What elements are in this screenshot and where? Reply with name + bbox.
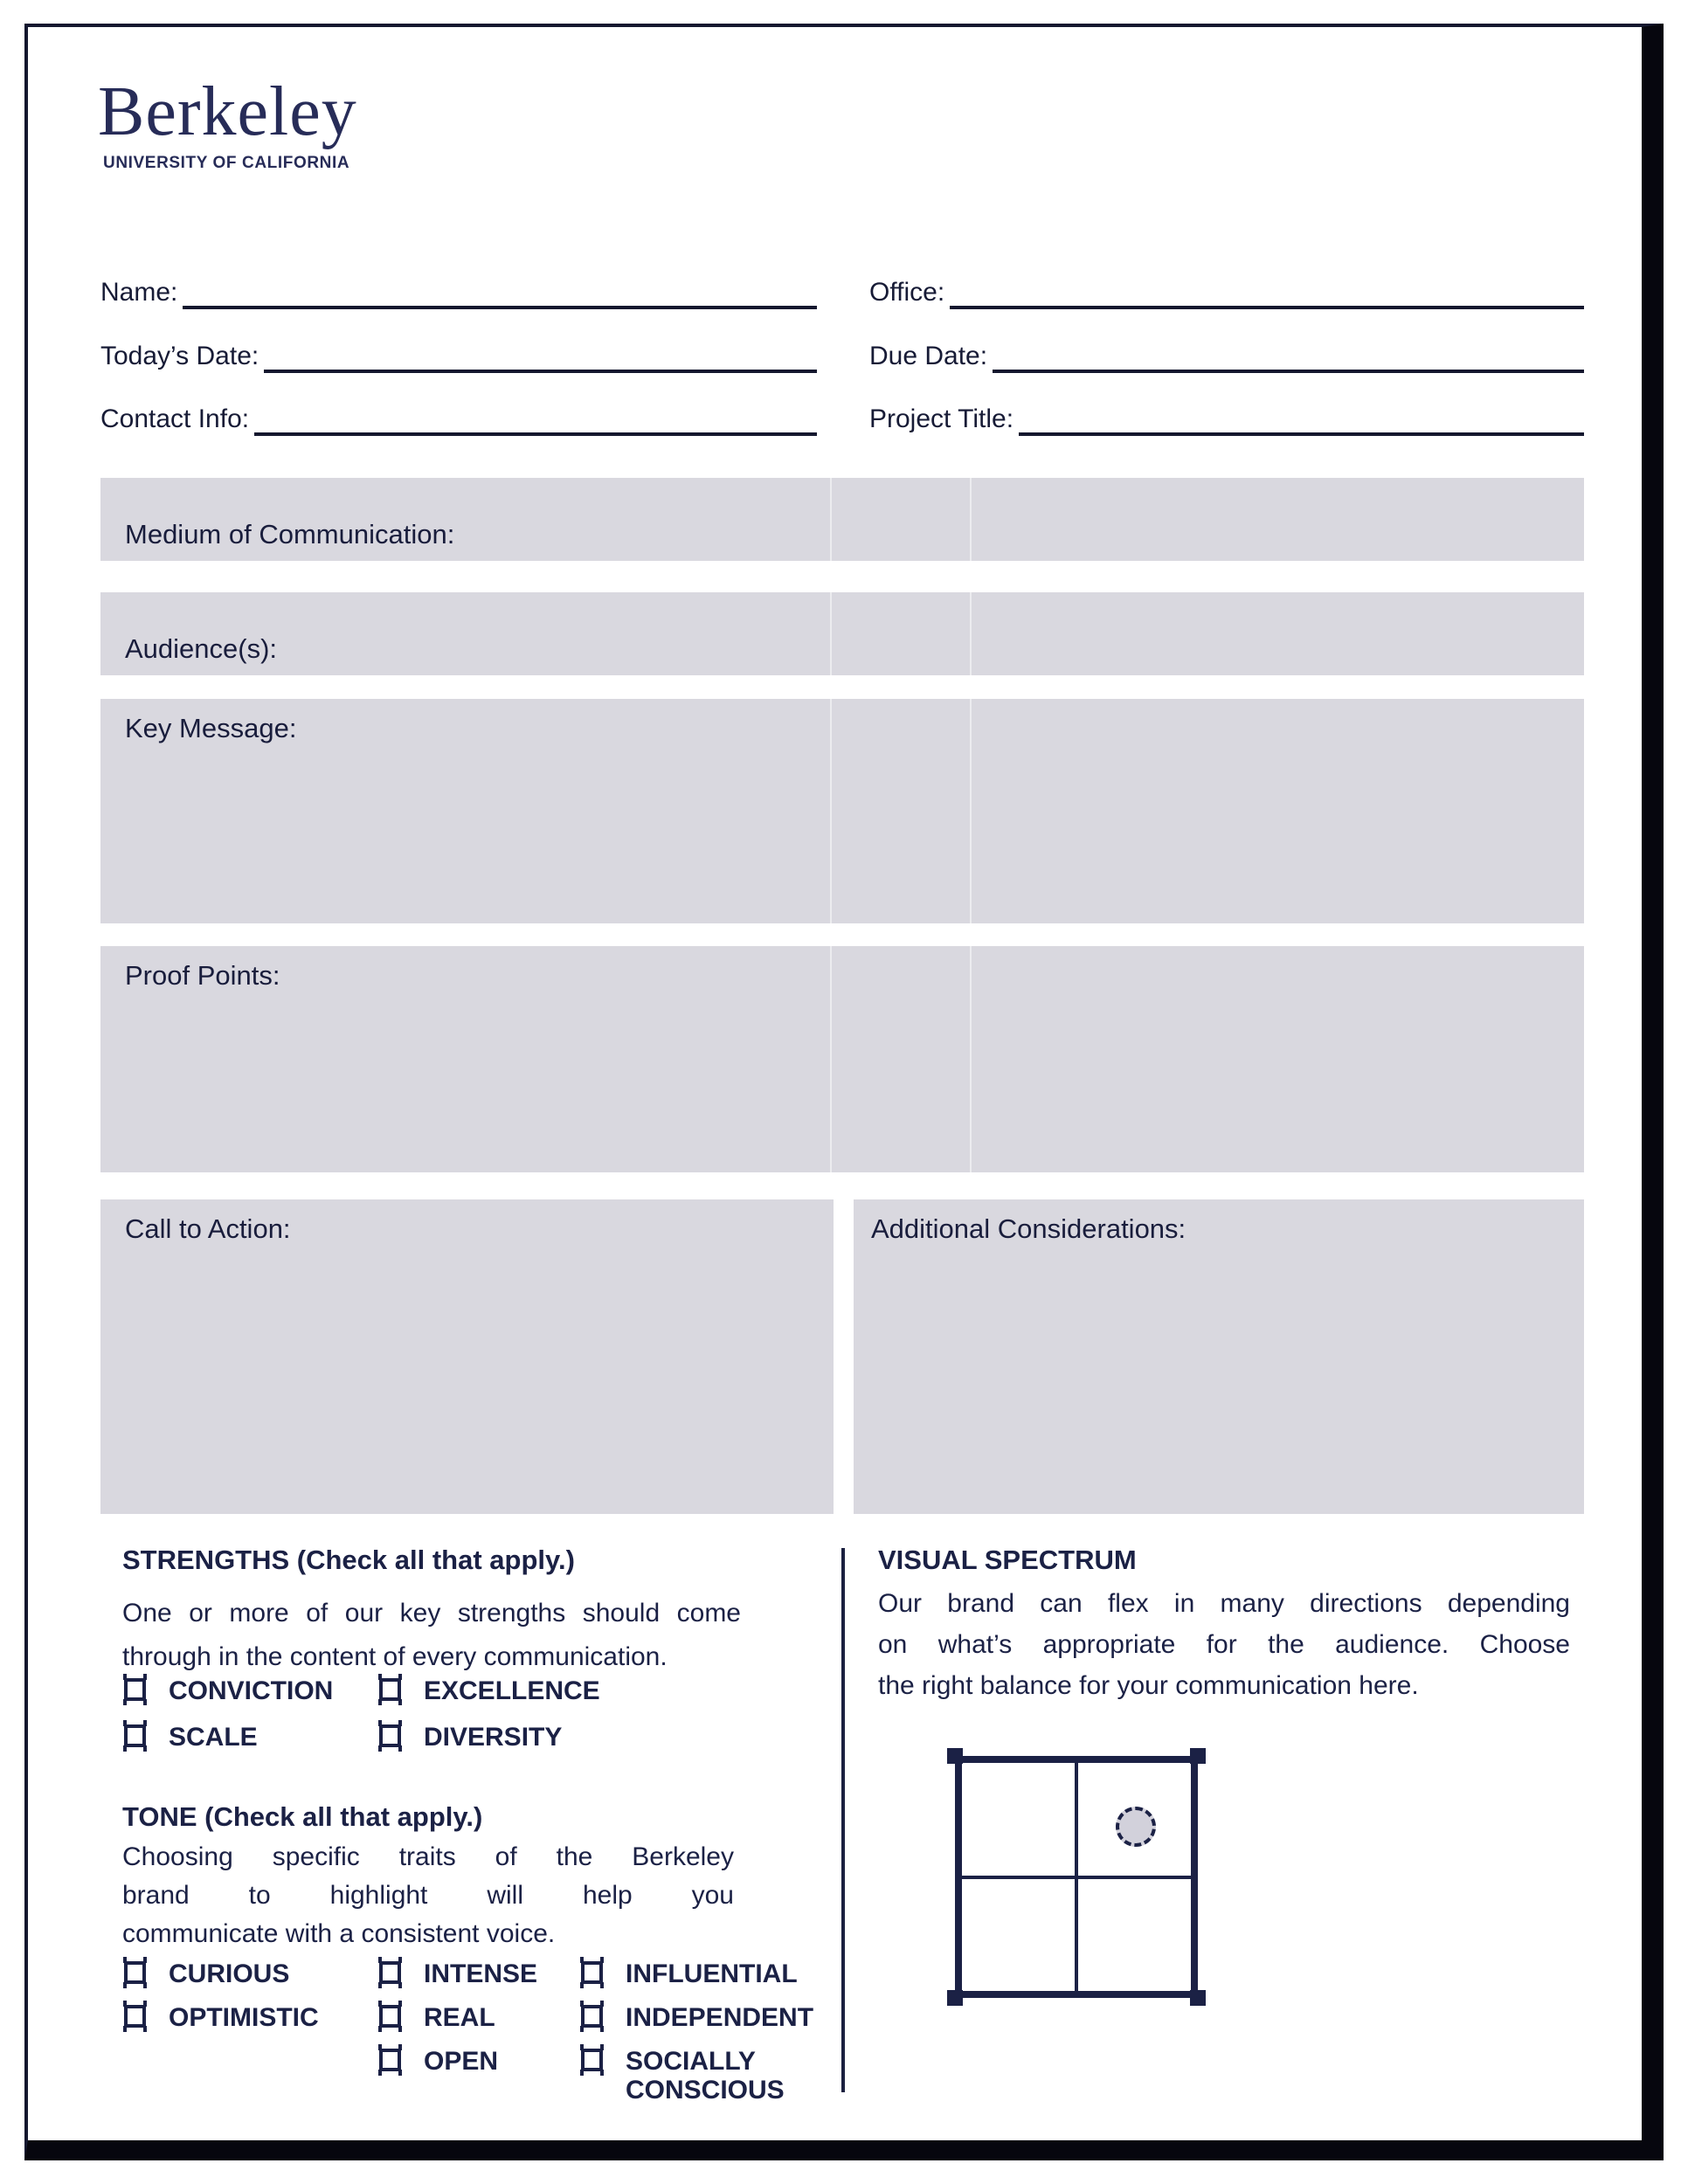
panel-column-divider bbox=[970, 592, 972, 675]
checkbox-icon[interactable] bbox=[124, 1724, 146, 1747]
office-label: Office: bbox=[869, 278, 945, 307]
checkbox-icon[interactable] bbox=[379, 2049, 401, 2071]
field-row-due-date bbox=[869, 331, 1584, 373]
checkbox-option[interactable] bbox=[581, 1957, 832, 1988]
visual-spectrum-grid[interactable] bbox=[955, 1756, 1198, 1998]
checkbox-label: OPTIMISTIC bbox=[169, 2003, 319, 2032]
checkbox-option[interactable] bbox=[581, 2001, 832, 2032]
berkeley-tagline: UNIVERSITY OF CALIFORNIA bbox=[103, 154, 350, 172]
text-line: communicate with a consistent voice. bbox=[122, 1919, 556, 1948]
checkbox-icon[interactable] bbox=[124, 1961, 146, 1984]
additional-considerations-box[interactable] bbox=[854, 1199, 1584, 1514]
medium-of-communication-box[interactable] bbox=[100, 478, 1584, 561]
text-line: the right balance for your communication here. bbox=[878, 1671, 1419, 1700]
strengths-heading: STRENGTHS (Check all that apply.) bbox=[122, 1545, 575, 1575]
field-row-name bbox=[100, 267, 817, 309]
checkbox-label: OPEN bbox=[424, 2047, 499, 2076]
berkeley-logo bbox=[98, 73, 357, 173]
tone-description bbox=[122, 1838, 734, 1953]
checkbox-icon[interactable] bbox=[379, 1961, 401, 1984]
checkbox-label: SCALE bbox=[169, 1723, 258, 1752]
grid-corner-mark bbox=[1190, 1990, 1206, 2006]
berkeley-wordmark: Berkeley bbox=[98, 73, 357, 150]
call-to-action-label: Call to Action: bbox=[125, 1213, 291, 1244]
panel-column-divider bbox=[830, 592, 832, 675]
panel-column-divider bbox=[970, 699, 972, 923]
checkbox-option[interactable] bbox=[124, 1720, 379, 1752]
text-line: through in the content of every communication. bbox=[122, 1642, 668, 1671]
text-line: on what’s appropriate for the audience. Choose bbox=[878, 1630, 1570, 1659]
checkbox-option[interactable] bbox=[379, 1720, 736, 1752]
checkbox-option[interactable] bbox=[124, 2001, 379, 2032]
checkbox-option[interactable] bbox=[124, 1957, 379, 1988]
name-label: Name: bbox=[100, 278, 178, 307]
checkbox-option[interactable] bbox=[379, 2001, 581, 2032]
checkbox-icon[interactable] bbox=[379, 1724, 401, 1747]
checkbox-icon[interactable] bbox=[581, 2049, 603, 2071]
checkbox-option[interactable] bbox=[379, 1674, 736, 1705]
panel-column-divider bbox=[970, 478, 972, 561]
checkbox-option[interactable] bbox=[581, 2044, 832, 2105]
contact-info-label: Contact Info: bbox=[100, 404, 250, 433]
checkbox-label: CURIOUS bbox=[169, 1959, 290, 1988]
checkbox-option[interactable] bbox=[124, 1674, 379, 1705]
checkbox-icon[interactable] bbox=[124, 2005, 146, 2028]
audiences-label: Audience(s): bbox=[125, 633, 278, 664]
checkbox-option[interactable] bbox=[379, 2044, 581, 2076]
key-message-box[interactable] bbox=[100, 699, 1584, 923]
panel-column-divider bbox=[830, 478, 832, 561]
visual-spectrum-description bbox=[878, 1583, 1570, 1706]
strengths-options bbox=[124, 1674, 736, 1752]
due-date-input-line[interactable] bbox=[993, 328, 1584, 373]
additional-considerations-label: Additional Considerations: bbox=[871, 1213, 1186, 1244]
due-date-label: Due Date: bbox=[869, 342, 988, 370]
field-row-project-title bbox=[869, 394, 1584, 436]
proof-points-label: Proof Points: bbox=[125, 960, 280, 991]
panel-column-divider bbox=[970, 946, 972, 1172]
checkbox-label: SOCIALLY CONSCIOUS bbox=[626, 2047, 785, 2105]
section-divider bbox=[841, 1548, 845, 2092]
checkbox-label: DIVERSITY bbox=[424, 1723, 563, 1752]
checkbox-icon[interactable] bbox=[124, 1678, 146, 1701]
todays-date-input-line[interactable] bbox=[264, 328, 817, 373]
checkbox-icon[interactable] bbox=[379, 1678, 401, 1701]
grid-corner-mark bbox=[947, 1748, 963, 1764]
checkbox-icon[interactable] bbox=[379, 2005, 401, 2028]
checkbox-label: EXCELLENCE bbox=[424, 1676, 600, 1705]
checkbox-label: INFLUENTIAL bbox=[626, 1959, 798, 1988]
name-input-line[interactable] bbox=[183, 264, 817, 309]
grid-corner-mark bbox=[1190, 1748, 1206, 1764]
project-title-label: Project Title: bbox=[869, 404, 1014, 433]
field-row-office bbox=[869, 267, 1584, 309]
checkbox-option[interactable] bbox=[379, 1957, 581, 1988]
strengths-description bbox=[122, 1592, 741, 1679]
text-line: brand to highlight will help you bbox=[122, 1881, 734, 1910]
text-line: Our brand can flex in many directions depending bbox=[878, 1589, 1570, 1618]
spectrum-marker[interactable] bbox=[1116, 1807, 1156, 1847]
checkbox-label: INTENSE bbox=[424, 1959, 538, 1988]
checkbox-icon[interactable] bbox=[581, 1961, 603, 1984]
grid-corner-mark bbox=[947, 1990, 963, 2006]
tone-heading: TONE (Check all that apply.) bbox=[122, 1801, 483, 1832]
project-title-input-line[interactable] bbox=[1019, 390, 1584, 436]
contact-info-input-line[interactable] bbox=[254, 390, 817, 436]
checkbox-icon[interactable] bbox=[581, 2005, 603, 2028]
medium-of-communication-label: Medium of Communication: bbox=[125, 519, 455, 549]
key-message-label: Key Message: bbox=[125, 713, 297, 743]
tone-options bbox=[124, 1957, 832, 2117]
tone-options-column-3 bbox=[581, 1957, 832, 2117]
field-row-todays-date bbox=[100, 331, 817, 373]
office-input-line[interactable] bbox=[950, 264, 1584, 309]
tone-options-column-1 bbox=[124, 1957, 379, 2117]
todays-date-label: Today’s Date: bbox=[100, 342, 259, 370]
panel-column-divider bbox=[830, 946, 832, 1172]
call-to-action-box[interactable] bbox=[100, 1199, 834, 1514]
checkbox-label: INDEPENDENT bbox=[626, 2003, 814, 2032]
visual-spectrum-heading: VISUAL SPECTRUM bbox=[878, 1545, 1137, 1575]
tone-options-column-2 bbox=[379, 1957, 581, 2117]
field-row-contact-info bbox=[100, 394, 817, 436]
checkbox-label: CONVICTION bbox=[169, 1676, 334, 1705]
text-line: One or more of our key strengths should come bbox=[122, 1599, 741, 1628]
proof-points-box[interactable] bbox=[100, 946, 1584, 1172]
panel-column-divider bbox=[830, 699, 832, 923]
audiences-box[interactable] bbox=[100, 592, 1584, 675]
checkbox-label: REAL bbox=[424, 2003, 495, 2032]
grid-horizontal-axis bbox=[962, 1876, 1191, 1879]
text-line: Choosing specific traits of the Berkeley bbox=[122, 1842, 734, 1871]
